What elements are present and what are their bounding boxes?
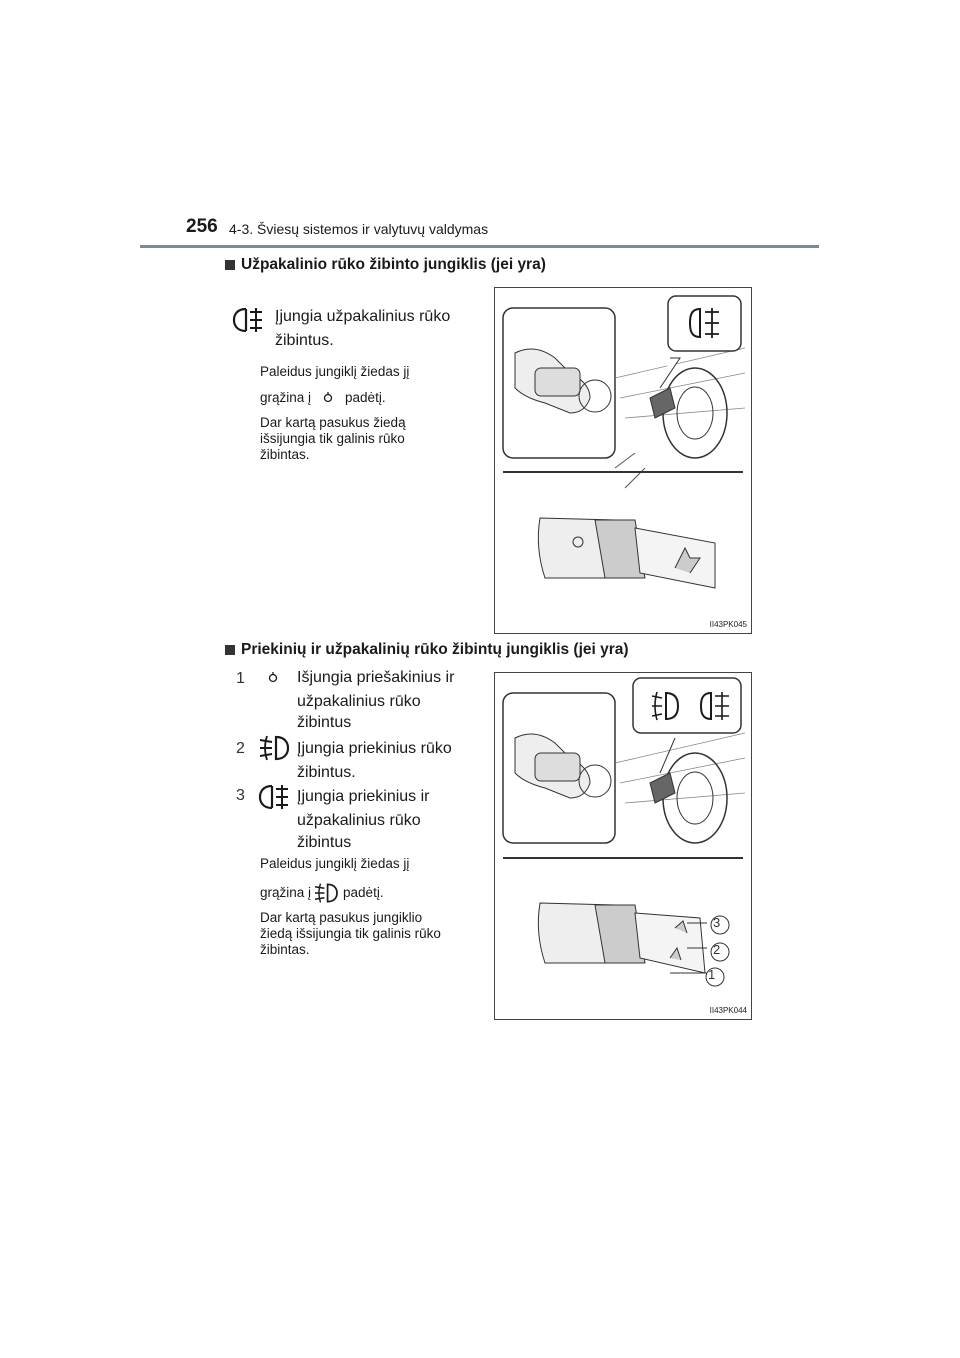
note-line: Paleidus jungiklį žiedas jį	[260, 364, 410, 379]
item-text: žibintus	[297, 714, 352, 731]
section-heading-rear-fog	[225, 256, 546, 274]
figure-code: II43PK045	[709, 620, 747, 629]
item-text-line1: Įjungia užpakalinius rūko	[275, 308, 451, 325]
note-text-post: padėtį.	[345, 390, 386, 405]
callout-number: 3	[713, 915, 721, 930]
front-fog-icon	[258, 734, 290, 762]
item-text: Išjungia priešakinius ir	[297, 669, 455, 686]
note-line: žibintas.	[260, 942, 310, 957]
off-icon	[323, 392, 333, 404]
note-line: Paleidus jungiklį žiedas jį	[260, 856, 410, 871]
note-line	[260, 882, 384, 904]
note-line	[260, 390, 386, 406]
page-number: 256	[186, 216, 218, 237]
note-line: žibintas.	[260, 447, 310, 462]
note-line: Dar kartą pasukus žiedą	[260, 415, 406, 430]
note-line: žiedą išsijungia tik galinis rūko	[260, 926, 441, 941]
rear-fog-icon	[258, 783, 290, 811]
bullet-square-icon	[225, 645, 235, 655]
off-icon	[268, 672, 278, 684]
section-heading-text: Užpakalinio rūko žibinto jungiklis (jei yra)	[241, 256, 546, 273]
item-number: 3	[236, 787, 245, 804]
figure-code: II43PK044	[709, 1006, 747, 1015]
item-text: žibintus.	[297, 764, 356, 781]
section-heading-front-rear-fog	[225, 641, 629, 659]
note-line: Dar kartą pasukus jungiklio	[260, 910, 423, 925]
figure-front-rear-fog-switch	[494, 672, 752, 1020]
item-text: užpakalinius rūko	[297, 693, 421, 710]
figure-rear-fog-switch	[494, 287, 752, 634]
item-text: žibintus	[297, 834, 352, 851]
item-text: Įjungia priekinius rūko	[297, 740, 452, 757]
item-text: užpakalinius rūko	[297, 812, 421, 829]
callout-number: 1	[708, 967, 716, 982]
item-number: 2	[236, 740, 245, 757]
bullet-square-icon	[225, 260, 235, 270]
note-text-pre: grąžina į	[260, 885, 312, 900]
note-text-post: padėtį.	[343, 885, 384, 900]
note-text-pre: grąžina į	[260, 390, 312, 405]
item-text-line2: žibintus.	[275, 332, 334, 349]
callout-number: 2	[713, 942, 721, 957]
note-line: išsijungia tik galinis rūko	[260, 431, 405, 446]
chapter-title: 4-3. Šviesų sistemos ir valytuvų valdymas	[229, 221, 489, 237]
header-divider	[140, 245, 819, 248]
rear-fog-icon	[232, 306, 264, 334]
front-fog-icon	[313, 882, 339, 904]
item-number: 1	[236, 670, 245, 687]
section-heading-text: Priekinių ir užpakalinių rūko žibintų jungiklis (jei yra)	[241, 641, 629, 658]
item-text: Įjungia priekinius ir	[297, 788, 430, 805]
